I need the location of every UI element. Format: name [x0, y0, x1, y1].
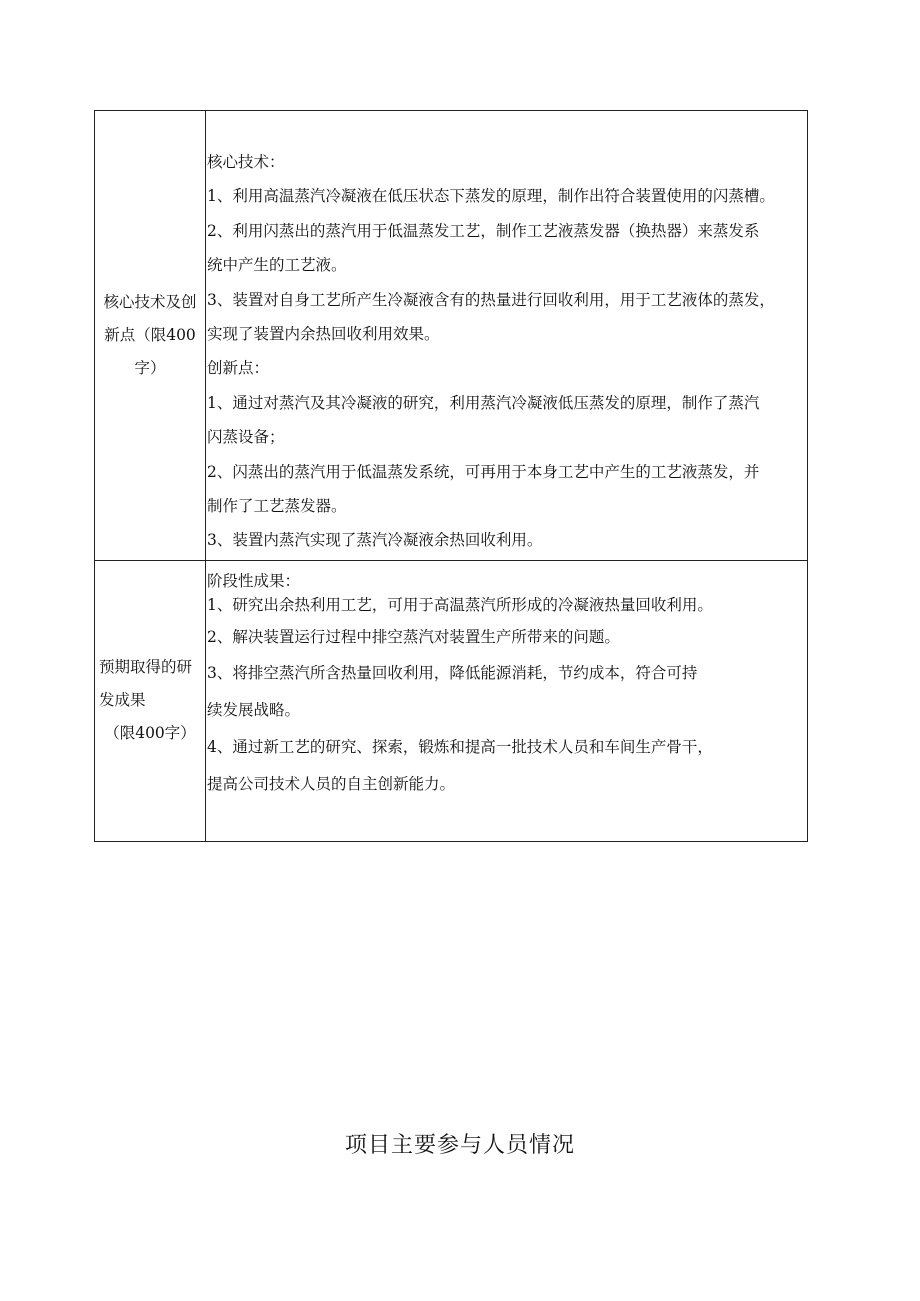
core-tech-label: 核心技术及创新点（限400字）: [95, 111, 206, 561]
content-line: 2、解决装置运行过程中排空蒸汽对装置生产所带来的问题。: [207, 627, 620, 646]
content-line: 1、利用高温蒸汽冷凝液在低压状态下蒸发的原理，制作出符合装置使用的闪蒸槽。: [207, 187, 775, 206]
content-line: 制作了工艺蒸发器。: [207, 497, 347, 516]
content-line: 2、利用闪蒸出的蒸汽用于低温蒸发工艺，制作工艺液蒸发器（换热器）来蒸发系: [207, 221, 760, 240]
content-line: 4、通过新工艺的研究、探索，锻炼和提高一批技术人员和车间生产骨干，: [207, 737, 713, 756]
content-line: 1、通过对蒸汽及其冷凝液的研究，利用蒸汽冷凝液低压蒸发的原理，制作了蒸汽: [207, 393, 760, 412]
section-title: 项目主要参与人员情况: [344, 1133, 575, 1158]
content-line: 闪蒸设备；: [207, 428, 285, 447]
expected-results-label-limit: （限400字）: [104, 724, 196, 743]
content-line: 续发展战略。: [207, 700, 301, 719]
expected-results-label-main: 预期取得的研发成果: [99, 658, 193, 710]
content-line: 统中产生的工艺液。: [207, 256, 347, 275]
expected-results-content: [206, 560, 808, 841]
table-row-expected-results: [95, 560, 808, 841]
form-sheet: [94, 110, 808, 842]
content-line: 2、闪蒸出的蒸汽用于低温蒸发系统，可再用于本身工艺中产生的工艺液蒸发，并: [207, 462, 760, 481]
content-line: 提高公司技术人员的自主创新能力。: [207, 774, 456, 793]
project-table: [94, 110, 808, 842]
core-tech-content: [206, 111, 808, 561]
content-line: 1、研究出余热利用工艺，可用于高温蒸汽所形成的冷凝液热量回收利用。: [207, 595, 713, 614]
content-line: 核心技术：: [207, 153, 285, 171]
table-row-core-tech: [95, 111, 808, 561]
content-line: 3、装置对自身工艺所产生冷凝液含有的热量进行回收利用，用于工艺液体的蒸发，: [207, 290, 775, 309]
content-line: 3、装置内蒸汽实现了蒸汽冷凝液余热回收利用。: [207, 531, 543, 550]
content-line: 3、将排空蒸汽所含热量回收利用，降低能源消耗，节约成本，符合可持: [207, 663, 698, 682]
content-line: 实现了装置内余热回收利用效果。: [207, 325, 440, 344]
expected-results-label: [95, 560, 206, 841]
content-line: 阶段性成果：: [207, 571, 301, 590]
content-line: 创新点：: [207, 359, 270, 378]
